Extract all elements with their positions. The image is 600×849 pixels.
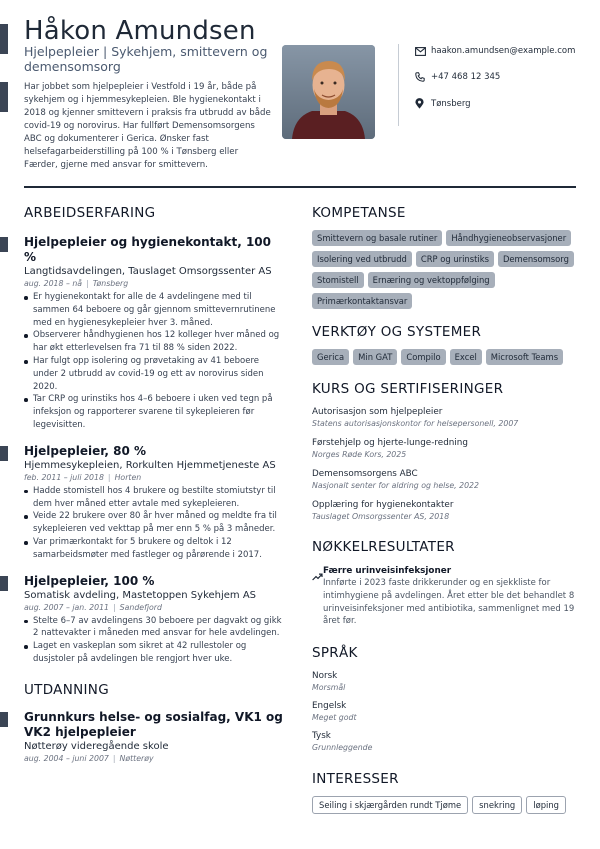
list-item: Veide 22 brukere over 80 år hver måned og meldte fra til sykepleieren ved vekttap på mer enn 5 % på 3 måneder.	[24, 510, 286, 536]
cert-item	[312, 437, 582, 460]
list-item: Observerer håndhygienen hos 12 kolleger hver måned og har økt etterlevelsen fra 71 til 88 % siden 2022.	[24, 329, 286, 355]
job-place: Horten	[114, 472, 142, 482]
language-name: Tysk	[312, 731, 331, 742]
skill-tag: Demensomsorg	[498, 251, 574, 267]
skill-tag: Smittevern og basale rutiner	[312, 230, 442, 246]
skill-tag: Håndhygieneobservasjoner	[446, 230, 571, 246]
job-org: Langtidsavdelingen, Tauslaget Omsorgssenter AS	[24, 266, 272, 277]
language-level: Meget godt	[312, 713, 357, 723]
tool-tag: Compilo	[401, 349, 445, 365]
job-dates: aug. 2018 – nå	[24, 279, 83, 288]
cert-name: Autorisasjon som hjelpepleier	[312, 407, 443, 417]
result-item	[312, 565, 582, 628]
tool-tag: Min GAT	[353, 349, 397, 365]
tools-tags	[312, 349, 582, 365]
job-place: Tønsberg	[92, 279, 129, 288]
cert-issuer: Norges Røde Kors, 2025	[312, 450, 407, 459]
list-item: Laget en vaskeplan som sikret at 42 rullestoler og dusjstoler på avdelingen ble rengjort hver uke.	[24, 640, 286, 666]
header-accent-bar	[0, 24, 8, 54]
interest-tag: snekring	[472, 796, 522, 814]
education-accent-bar	[0, 712, 8, 727]
job-dates: feb. 2011 – juli 2018	[24, 472, 104, 482]
skills-heading: KOMPETANSE	[312, 205, 406, 221]
skill-tag: CRP og urinstiks	[416, 251, 494, 267]
right-column	[312, 205, 582, 814]
job-meta: feb. 2011 – juli 2018 | Horten	[24, 472, 142, 482]
mail-icon	[415, 47, 429, 56]
phone-icon	[415, 72, 429, 82]
job-title: Hjelpepleier og hygienekontakt, 100 %	[24, 235, 272, 264]
list-item: Tar CRP og urinstiks hos 4–6 beboere i uken ved tegn på infeksjon og rapporterer svarene til sykepleieren før legevisitten.	[24, 393, 286, 431]
tool-tag: Gerica	[312, 349, 349, 365]
education-title: Grunnkurs helse- og sosialfag, VK1 og VK2 hjelpepleier	[24, 709, 283, 739]
candidate-title: Hjelpepleier | Sykehjem, smittevern og demensomsorg	[24, 44, 268, 74]
contact-phone-text: +47 468 12 345	[431, 72, 501, 82]
skill-tag: Isolering ved utbrudd	[312, 251, 412, 267]
job-dates: aug. 2007 – jan. 2011	[24, 602, 110, 612]
list-item: Har fulgt opp isolering og prøvetaking av 41 beboere under 2 utbrudd av covid-19 og ett av norovirus siden 2020.	[24, 355, 286, 393]
header-divider	[24, 186, 576, 188]
cert-name: Førstehjelp og hjerte-lunge-redning	[312, 438, 468, 448]
contact-email[interactable]	[415, 46, 575, 56]
experience-heading: ARBEIDSERFARING	[24, 205, 156, 221]
result-title: Færre urinveisinfeksjoner	[323, 566, 452, 576]
job-title: Hjelpepleier, 80 %	[24, 443, 147, 458]
job-accent-bar	[0, 576, 8, 591]
results-heading: NØKKELRESULTATER	[312, 539, 455, 555]
languages-heading: SPRÅK	[312, 645, 358, 662]
left-column	[24, 205, 286, 765]
skill-tag: Primærkontaktansvar	[312, 293, 412, 309]
job-org: Somatisk avdeling, Mastetoppen Sykehjem AS	[24, 589, 257, 601]
skills-tags	[312, 230, 582, 309]
language-item	[312, 730, 582, 753]
language-item	[312, 700, 582, 723]
cert-issuer: Nasjonalt senter for aldring og helse, 2022	[312, 481, 479, 490]
job-entry	[24, 444, 286, 562]
language-name: Engelsk	[312, 701, 347, 712]
cert-name: Opplæring for hygienekontakter	[312, 500, 454, 510]
cert-issuer: Tauslaget Omsorgssenter AS, 2018	[312, 512, 450, 521]
interest-tag: Seiling i skjærgården rundt Tjøme	[312, 796, 468, 814]
skill-tag: Stomistell	[312, 272, 364, 288]
job-bullets	[24, 485, 286, 562]
tool-tag: Microsoft Teams	[486, 349, 563, 365]
result-description: Innførte i 2023 faste drikkerunder og en sjekkliste for intimhygiene på avdelingen. Året etter ble det behandlet 8 urinveisinfeksjoner med antibiotika, sammenlignet med 19 året før.	[323, 578, 575, 627]
cert-issuer: Statens autorisasjonskontor for helsepersonell, 2007	[312, 419, 519, 428]
interest-tag: løping	[526, 796, 566, 814]
language-name: Norsk	[312, 671, 338, 682]
job-entry	[24, 235, 286, 432]
education-dates: aug. 2004 – juni 2007	[24, 753, 109, 763]
list-item: Hadde stomistell hos 4 brukere og bestilte stomiutstyr til dem hver måned etter avtale med sykepleieren.	[24, 485, 286, 511]
contact-block	[398, 44, 588, 126]
job-title: Hjelpepleier, 100 %	[24, 573, 155, 588]
contact-location-text: Tønsberg	[431, 98, 471, 109]
list-item: Stelte 6–7 av avdelingens 30 beboere per dagvakt og gikk 2 nattevakter i måneden med ansvar for hele avdelingen.	[24, 615, 286, 641]
location-pin-icon	[415, 98, 429, 109]
trending-up-icon	[312, 565, 323, 628]
cert-item	[312, 406, 582, 429]
job-place: Sandefjord	[119, 602, 162, 612]
job-bullets	[24, 615, 286, 666]
skill-tag: Ernæring og vektoppfølging	[368, 272, 495, 288]
cert-item	[312, 499, 582, 522]
contact-phone[interactable]	[415, 72, 500, 82]
education-meta: aug. 2004 – juni 2007 | Nøtterøy	[24, 753, 154, 763]
language-level: Grunnleggende	[312, 743, 373, 753]
contact-location	[415, 98, 471, 109]
cert-name: Demensomsorgens ABC	[312, 469, 418, 479]
tool-tag: Excel	[450, 349, 482, 365]
candidate-name: Håkon Amundsen	[24, 16, 256, 46]
job-accent-bar	[0, 237, 8, 252]
job-org: Hjemmesykepleien, Rorkulten Hjemmetjeneste AS	[24, 459, 276, 471]
education-place: Nøtterøy	[119, 753, 154, 763]
job-meta: aug. 2018 – nå | Tønsberg	[24, 279, 129, 288]
job-entry	[24, 574, 286, 666]
interests-heading: INTERESSER	[312, 771, 399, 788]
certs-heading: KURS OG SERTIFISERINGER	[312, 381, 504, 397]
job-meta: aug. 2007 – jan. 2011 | Sandefjord	[24, 602, 162, 612]
education-heading: UTDANNING	[24, 681, 109, 698]
list-item: Var primærkontakt for 5 brukere og deltok i 12 samarbeidsmøter med fastleger og pårørende i 2017.	[24, 536, 286, 562]
profile-photo	[282, 45, 375, 139]
profile-summary: Har jobbet som hjelpepleier i Vestfold i 19 år, både på sykehjem og i hjemmesykepleien. Ble hygienekontakt i 2018 og kjenner smittevern i praksis fra utbrudd av både covid-19 og norovirus. Har fullført Demensomsorgens ABC og dokumenterer i Gerica. Ønsker fast helsefagarbeiderstilling på 100 % i Tønsberg eller Færder, gjerne med ansvar for smittevern.	[24, 82, 271, 170]
job-accent-bar	[0, 446, 8, 461]
education-entry	[24, 710, 286, 765]
list-item: Er hygienekontakt for alle de 4 avdelingene med til sammen 64 beboere og går gjennom smittevernrutinene med en hygienesykepleier hver 3. måned.	[24, 291, 286, 329]
job-bullets	[24, 291, 286, 432]
language-level: Morsmål	[312, 683, 346, 693]
contact-email-text: haakon.amundsen@example.com	[431, 46, 576, 56]
interests-tags	[312, 796, 582, 814]
cert-item	[312, 468, 582, 491]
language-item	[312, 670, 582, 693]
tools-heading: VERKTØY OG SYSTEMER	[312, 324, 482, 340]
education-school: Nøtterøy videregående skole	[24, 740, 169, 752]
summary-accent-bar	[0, 82, 8, 112]
